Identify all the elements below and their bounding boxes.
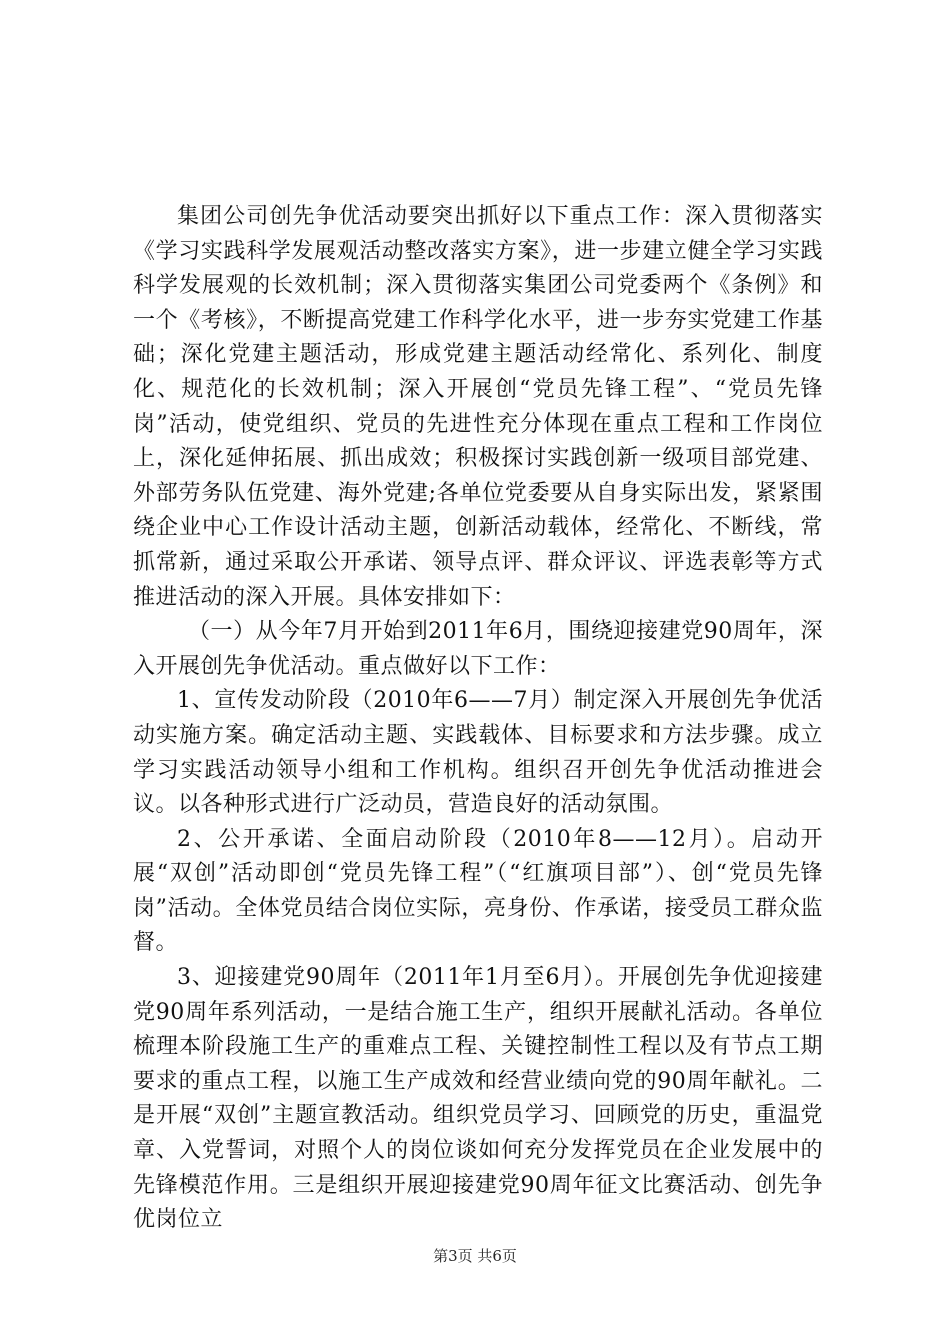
paragraph-stage-anniversary: 3、迎接建党90周年（2011年1月至6月）。开展创先争优迎接建党90周年系列活动，一是结合施工生产，组织开展献礼活动。各单位梳理本阶段施工生产的重难点工程、关键控制性工程以及有节点工期要求的重点工程，以施工生产成效和经营业绩向党的90周年献礼。二是开展“双创”主题宣教活动。组织党员学习、回顾党的历史，重温党章、入党誓词，对照个人的岗位谈如何充分发挥党员在企业发展中的先锋模范作用。三是组织开展迎接建党90周年征文比赛活动、创先争优岗位立 [133,965,823,1233]
document-body [133,200,823,1238]
paragraph-section-one: （一）从今年7月开始到2011年6月，围绕迎接建党90周年，深入开展创先争优活动。重点做好以下工作： [133,619,823,679]
paragraph-key-tasks: 集团公司创先争优活动要突出抓好以下重点工作：深入贯彻落实《学习实践科学发展观活动整改落实方案》，进一步建立健全学习实践科学发展观的长效机制；深入贯彻落实集团公司党委两个《条例》和一个《考核》，不断提高党建工作科学化水平，进一步夯实党建工作基础；深化党建主题活动，形成党建主题活动经常化、系列化、制度化、规范化的长效机制；深入开展创“党员先锋工程”、“党员先锋岗”活动，使党组织、党员的先进性充分体现在重点工程和工作岗位上，深化延伸拓展、抓出成效；积极探讨实践创新一级项目部党建、外部劳务队伍党建、海外党建;各单位党委要从自身实际出发，紧紧围绕企业中心工作设计活动主题，创新活动载体，经常化、不断线，常抓常新，通过采取公开承诺、领导点评、群众评议、评选表彰等方式推进活动的深入开展。具体安排如下： [133,204,823,610]
page-number-footer: 第3页 共6页 [433,1247,517,1265]
paragraph-stage-commitment: 2、公开承诺、全面启动阶段（2010年8——12月）。启动开展“双创”活动即创“党员先锋工程”（“红旗项目部”）、创“党员先锋岗”活动。全体党员结合岗位实际，亮身份、作承诺，接受员工群众监督。 [133,826,823,956]
paragraph-stage-publicity: 1、宣传发动阶段（2010年6——7月）制定深入开展创先争优活动实施方案。确定活动主题、实践载体、目标要求和方法步骤。成立学习实践活动领导小组和工作机构。组织召开创先争优活动推进会议。以各种形式进行广泛动员，营造良好的活动氛围。 [133,688,823,818]
